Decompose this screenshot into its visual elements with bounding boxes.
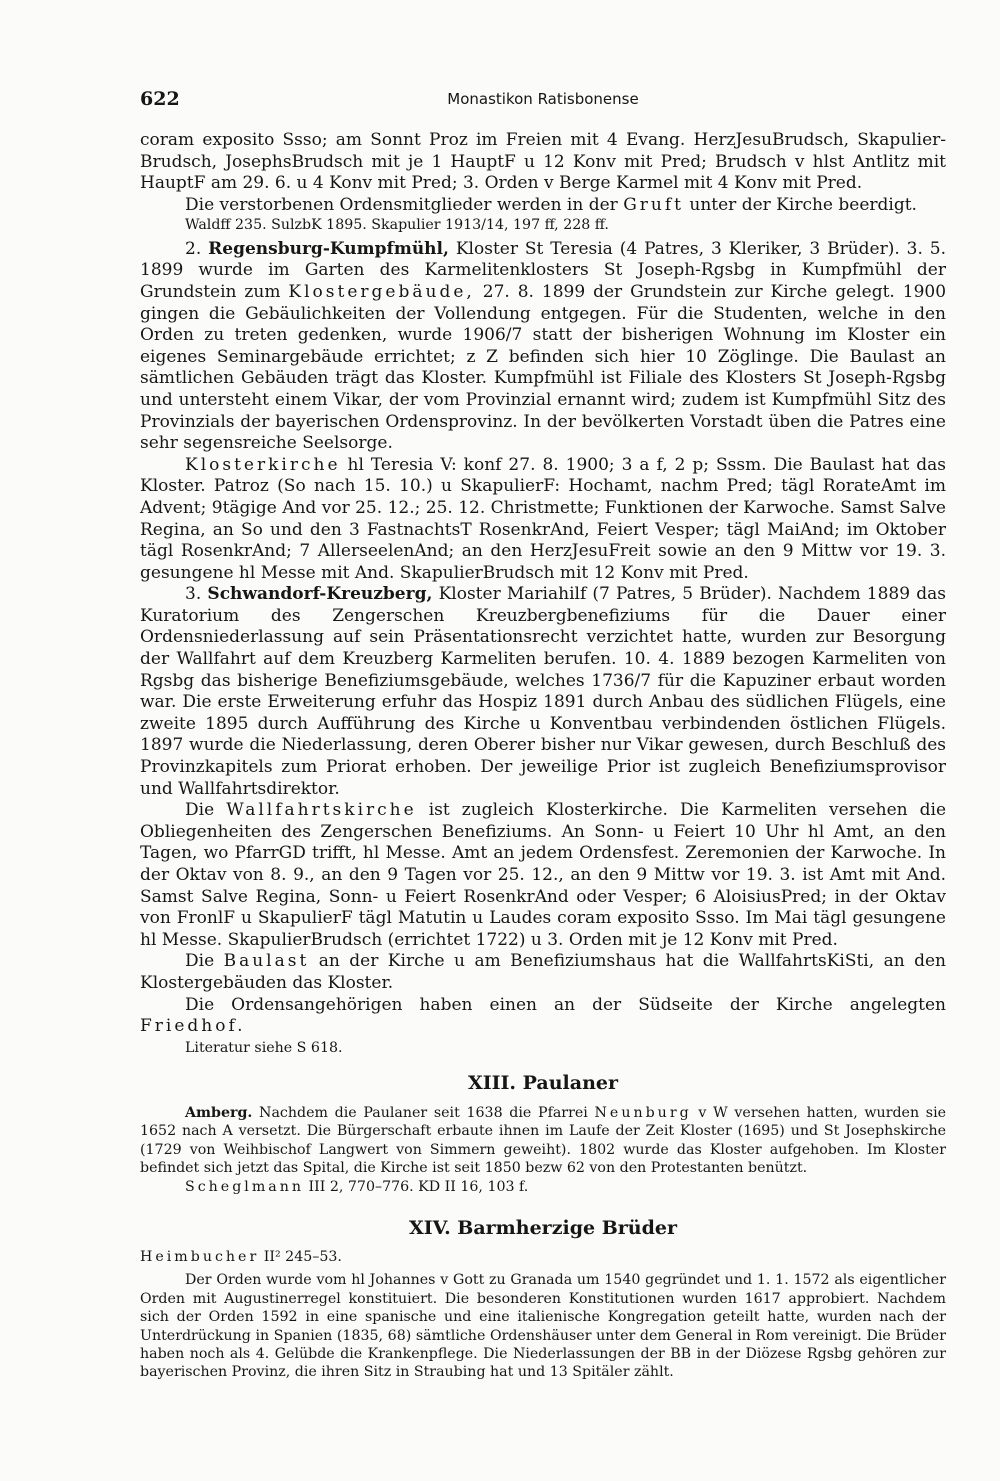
text: Die [185, 951, 215, 972]
text: ist zugleich Klosterkirche. Die Karmeliten versehen die Obliegenheiten des Zengerschen Benefiziums. An Sonn- u Feiert 10 Uhr hl Amt, an den Tagen, wo PfarrGD trifft, hl Messe. Amt an jedem Ordensfest. Zeremonien der Karwoche. In der Oktav von 8. 9., an den 9 Tagen vor 25. 12., an den 9 Mittw vor 19. 3. ist Amt mit And. Samst Salve Regina, Sonn- u Feiert RosenkrAnd oder Vesper; 6 AloisiusPred; in der Oktav von FronlF u SkapulierF tägl Matutin u Laudes coram exposito Ssso. Im Mai tägl gesungene hl Messe. SkapulierBrudsch (errichtet 1722) u 3. Orden mit je 12 Konv mit Pred. [140, 800, 947, 950]
page-header [140, 88, 946, 114]
section-schwandorf [140, 584, 946, 800]
paragraph-burial [140, 195, 946, 217]
text: Die verstorbenen Ordensmitglieder werden in der [185, 194, 618, 215]
section-title: Amberg. [185, 1104, 253, 1121]
text: Kloster St Teresia (4 Patres, 3 Kleriker, 3 Brüder). 3. 5. 1899 wurde im Garten des Karmelitenklosters St Joseph-Rgsbg in Kumpfmühl der Grundstein zum [140, 238, 947, 302]
paragraph-friedhof [140, 995, 946, 1038]
text: an der Kirche u am Benefiziumshaus hat die WallfahrtsKiSti, an den Klostergebäuden das Kloster. [140, 951, 947, 993]
section-number: 3. [185, 584, 202, 605]
spaced-term: Baulast [223, 951, 310, 972]
text: II² 245–53. [263, 1249, 342, 1266]
text: v W versehen hatten, wurden sie 1652 nach A versetzt. Die Bürgerschaft erbaute ihnen im Laufe der Zeit Kloster (1695) und St Josephskirche (1729 von Weihbischof Langwert von Simmern geweiht). 1802 wurde das Kloster aufgehoben. Im Kloster befindet sich jetzt das Spital, die Kirche ist seit 1850 bezw 62 von den Protestanten benützt. [140, 1104, 947, 1176]
page-body [140, 130, 946, 1382]
literature-note [140, 1177, 946, 1197]
section-kumpfmuehl [140, 239, 946, 455]
heading-paulaner: XIII. Paulaner [468, 1071, 618, 1094]
paragraph-continuation: coram exposito Ssso; am Sonnt Proz im Freien mit 4 Evang. HerzJesuBrudsch, Skapulier-Brudsch, JosephsBrudsch mit je 1 HauptF u 12 Konv mit Pred; Brudsch v hlst Antlitz mit HauptF am 29. 6. u 4 Konv mit Pred; 3. Orden v Berge Karmel mit 4 Konv mit Pred. [140, 130, 946, 194]
spaced-term: Heimbucher [140, 1249, 260, 1266]
spaced-term: Wallfahrtskirche [226, 800, 417, 821]
paragraph-baulast [140, 951, 946, 994]
text: Die [185, 800, 215, 821]
paragraph-order-history: Der Orden wurde vom hl Johannes v Gott zu Granada um 1540 gegründet und 1. 1. 1572 als eigentlicher Orden mit Augustinerregel konstituiert. Die besonderen Konstitutionen wurden 1617 approbiert. Nachdem sich der Orden 1592 in eine spanische und eine italienische Kongregation geteilt hatte, wurden nach der Unterdrückung in Spanien (1835, 68) sämtliche Ordenshäuser unter dem General in Rom vereinigt. Die Brüder haben noch als 4. Gelübde die Krankenpflege. Die Niederlassungen der BB in der Diözese Rgsbg gehören zur bayerischen Provinz, die ihren Sitz in Straubing hat und 13 Spitäler zählt. [140, 1272, 946, 1381]
paragraph-klosterkirche [140, 455, 946, 585]
literature-note: Waldff 235. SulzbK 1895. Skapulier 1913/14, 197 ff, 228 ff. [185, 217, 609, 234]
section-title: Regensburg-Kumpfmühl, [208, 238, 449, 259]
spaced-term: Neunburg [594, 1104, 692, 1121]
text: unter der Kirche beerdigt. [689, 194, 917, 215]
text: Kloster Mariahilf (7 Patres, 5 Brüder). Nachdem 1889 das Kuratorium des Zengerschen Kreuzbergbenefiziums für die Dauer einer Ordensniederlassung auf sein Präsentationsrecht verzichtet hatte, wurden zur Besorgung der Wallfahrt auf dem Kreuzberg Karmeliten berufen. 10. 4. 1889 bezogen Karmeliten von Rgsbg das bisherige Benefiziumsgebäude, welches 1736/7 für die Kapuziner erbaut worden war. Die erste Erweiterung erfuhr das Hospiz 1891 durch Anbau des südlichen Flügels, eine zweite 1895 durch Aufführung des Kirche u Konventbau verbindenden östlichen Flügels. 1897 wurde die Niederlassung, deren Oberer bisher nur Vikar gewesen, durch Beschluß des Provinzkapitels zum Priorat erhoben. Der jeweilige Prior ist zugleich Benefiziumsprovisor und Wallfahrtsdirektor. [140, 584, 946, 799]
paragraph-amberg [140, 1104, 946, 1178]
section-title: Schwandorf-Kreuzberg, [207, 584, 433, 605]
section-number: 2. [185, 238, 202, 259]
text: III 2, 770–776. KD II 16, 103 f. [308, 1179, 529, 1196]
spaced-term: Gruft [623, 194, 684, 215]
spaced-term: Friedhof. [140, 1016, 246, 1037]
literature-note: Literatur siehe S 618. [185, 1039, 343, 1056]
spaced-term: Scheglmann [185, 1179, 305, 1196]
paragraph-wallfahrtskirche [140, 800, 946, 951]
text: 27. 8. 1899 der Grundstein zur Kirche gelegt. 1900 gingen die Gebäulichkeiten der Vollendung entgegen. Für die Studenten, welche in den Orden zu treten gedenken, wurde 1906/7 statt der bisherigen Wohnung im Kloster ein eigenes Seminargebäude errichtet; z Z befinden sich hier 10 Zöglinge. Die Baulast an sämtlichen Gebäuden trägt das Kloster. Kumpfmühl ist Filiale des Klosters St Joseph-Rgsbg und untersteht einem Vikar, der vom Provinzial ernannt wird; zudem ist Kumpfmühl Sitz des Provinzials der bayerischen Ordensprovinz. In der bevölkerten Vorstadt üben die Patres eine sehr segensreiche Seelsorge. [140, 281, 947, 454]
text: hl Teresia V: konf 27. 8. 1900; 3 a f, 2 p; Sssm. Die Baulast hat das Kloster. Patroz (So nach 15. 10.) u SkapulierF: Hochamt, nachm Pred; tägl RorateAmt im Advent; 9tägige And vor 25. 12.; 25. 12. Christmette; Funktionen der Karwoche. Samst Salve Regina, an So und den 3 FastnachtsT RosenkrAnd, Feiert Vesper; tägl MaiAnd; im Oktober tägl RosenkrAnd; 7 AllerseelenAnd; an den HerzJesuFreit sowie an den 9 Mittw vor 19. 3. gesungene hl Messe mit And. SkapulierBrudsch mit 12 Konv mit Pred. [140, 454, 946, 583]
text: Nachdem die Paulaner seit 1638 die Pfarrei [259, 1104, 588, 1121]
literature-note [140, 1247, 946, 1267]
heading-barmherzige-brueder: XIV. Barmherzige Brüder [409, 1217, 677, 1240]
spaced-term: Klostergebäude, [288, 281, 475, 302]
page-number: 622 [140, 88, 180, 110]
text: Die Ordensangehörigen haben einen an der Südseite der Kirche angelegten [185, 994, 946, 1015]
spaced-term: Klosterkirche [185, 454, 341, 475]
running-title: Monastikon Ratisbonense [447, 90, 639, 108]
